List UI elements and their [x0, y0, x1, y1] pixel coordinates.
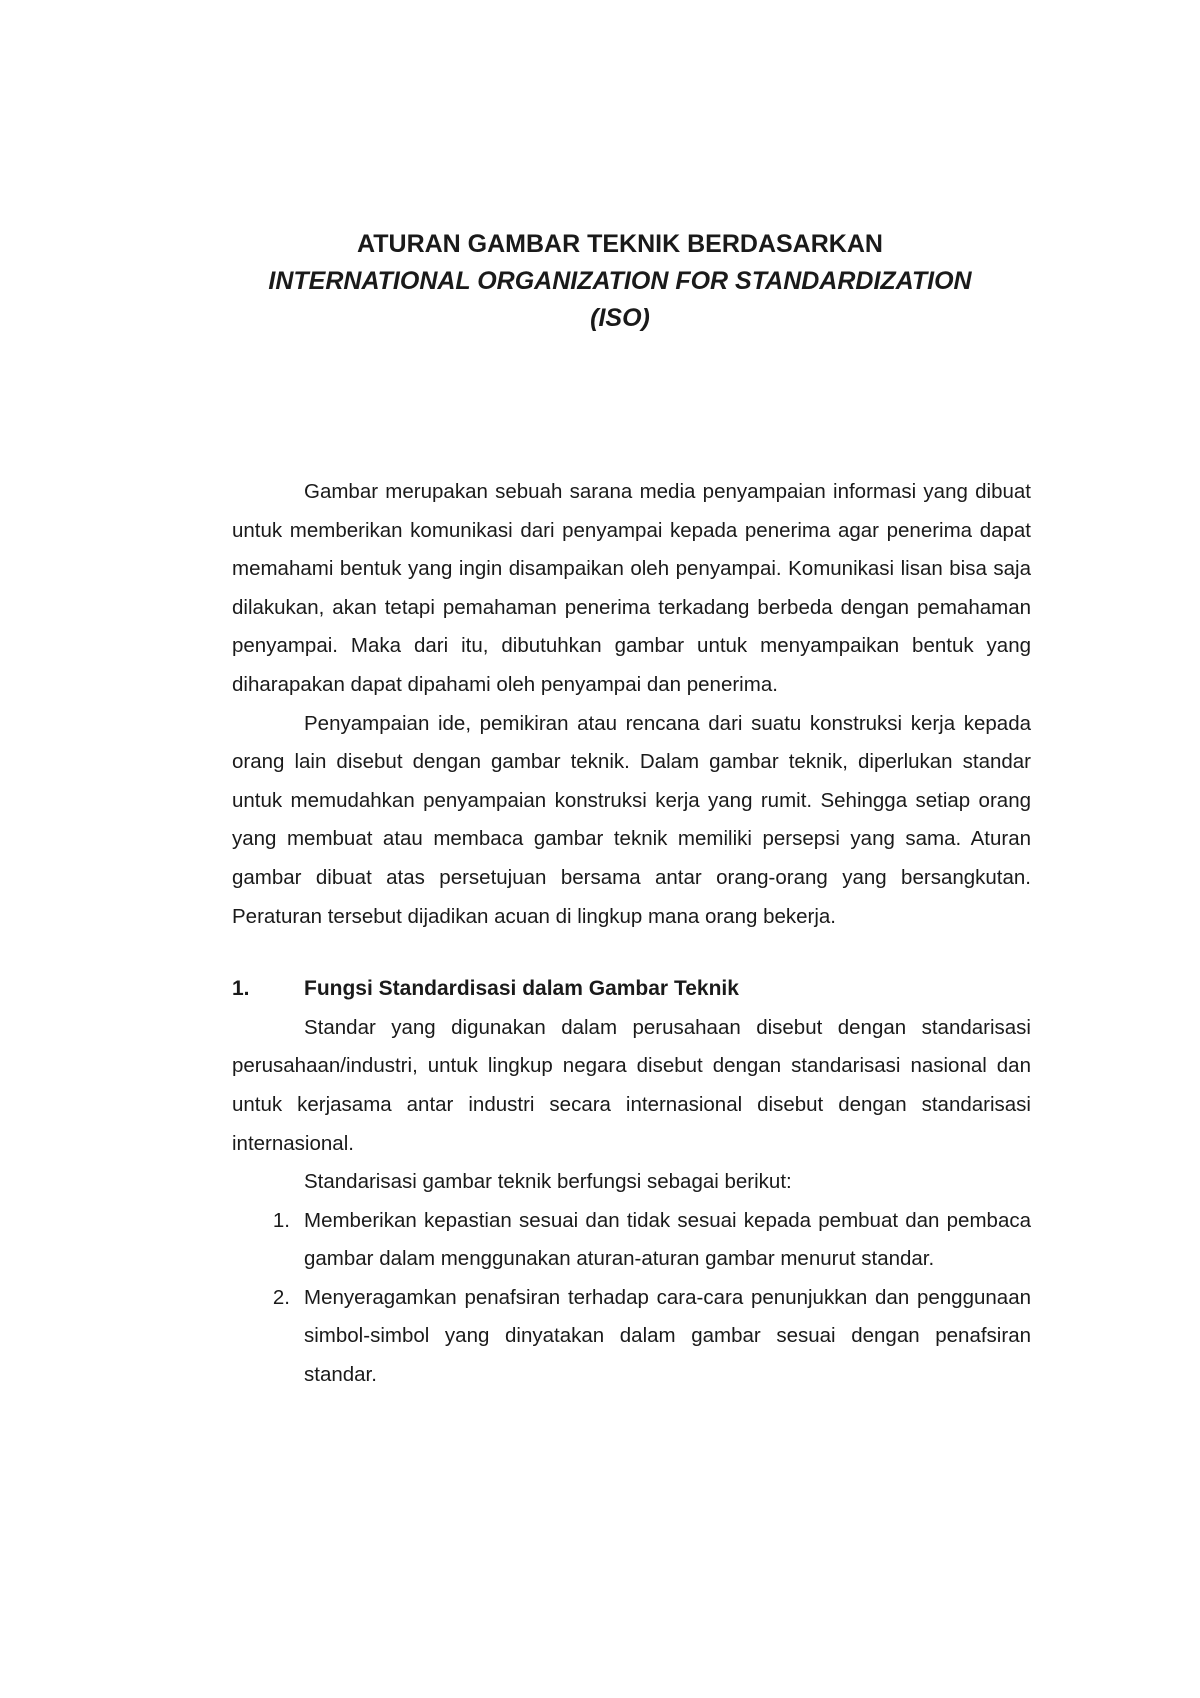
list-item — [232, 1202, 1031, 1279]
section-number: 1. — [232, 977, 250, 1001]
list-item — [232, 1279, 1031, 1395]
list-lead-text: Standarisasi gambar teknik berfungsi sebagai berikut: — [304, 1170, 792, 1194]
document-title — [200, 226, 1040, 337]
title-line-2: INTERNATIONAL ORGANIZATION FOR STANDARDIZATION — [268, 267, 972, 295]
section-paragraph: Standar yang digunakan dalam perusahaan disebut dengan standarisasi perusahaan/industri, untuk lingkup negara disebut dengan standarisasi nasional dan untuk kerjasama antar industri secara internasional disebut dengan standarisasi internasional. — [232, 1015, 1031, 1155]
document-body — [232, 473, 1031, 1395]
intro-paragraph-2: Penyampaian ide, pemikiran atau rencana dari suatu konstruksi kerja kepada orang lain disebut dengan gambar teknik. Dalam gambar teknik, diperlukan standar untuk memudahkan penyampaian konstruksi kerja yang rumit. Sehingga setiap orang yang membuat atau membaca gambar teknik memiliki persepsi yang sama. Aturan gambar dibuat atas persetujuan bersama antar orang-orang yang bersangkutan. Peraturan tersebut dijadikan acuan di lingkup mana orang bekerja. — [232, 711, 1031, 928]
title-line-1: ATURAN GAMBAR TEKNIK BERDASARKAN — [357, 230, 883, 258]
list-item-marker: 1. — [272, 1208, 290, 1232]
list-item-text: Menyeragamkan penafsiran terhadap cara-cara penunjukkan dan penggunaan simbol-simbol yang dinyatakan dalam gambar sesuai dengan penafsiran standar. — [304, 1285, 1031, 1387]
section-title: Fungsi Standardisasi dalam Gambar Teknik — [304, 977, 739, 1001]
title-line-3: (ISO) — [590, 304, 650, 332]
list-item-marker: 2. — [272, 1285, 290, 1309]
section-heading — [232, 970, 1031, 1009]
function-list — [232, 1202, 1031, 1395]
list-item-text: Memberikan kepastian sesuai dan tidak sesuai kepada pembuat dan pembaca gambar dalam menggunakan aturan-aturan gambar menurut standar. — [304, 1208, 1031, 1271]
intro-paragraph-1: Gambar merupakan sebuah sarana media penyampaian informasi yang dibuat untuk memberikan komunikasi dari penyampai kepada penerima agar penerima dapat memahami bentuk yang ingin disampaikan oleh penyampai. Komunikasi lisan bisa saja dilakukan, akan tetapi pemahaman penerima terkadang berbeda dengan pemahaman penyampai. Maka dari itu, dibutuhkan gambar untuk menyampaikan bentuk yang diharapakan dapat dipahami oleh penyampai dan penerima. — [232, 480, 1031, 696]
